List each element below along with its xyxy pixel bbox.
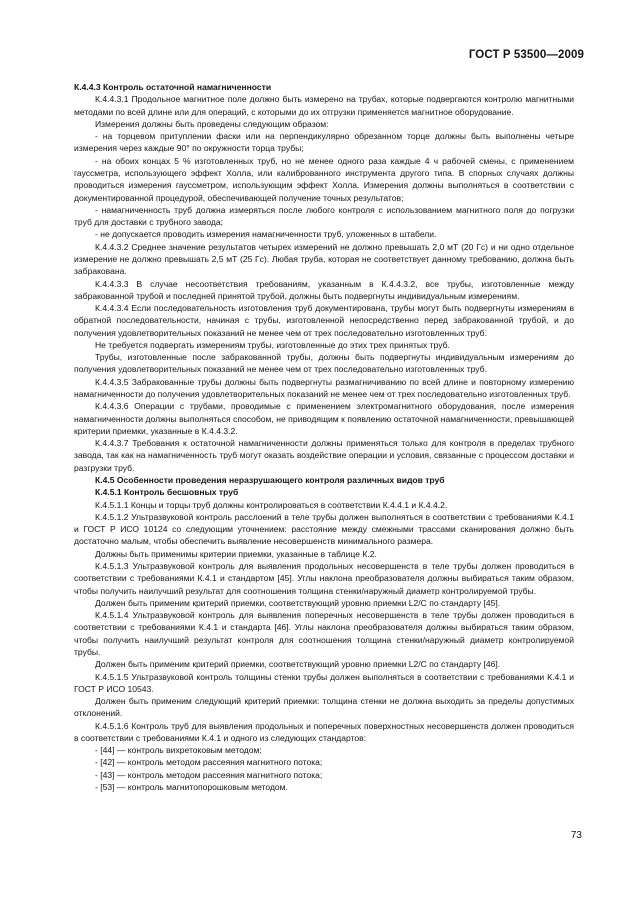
paragraph: Должен быть применим критерий приемки, соответствующий уровню приемки L2/C по стандарту [45]. — [95, 597, 501, 608]
paragraph: К.4.4.3.2 Среднее значение результатов четырех измерений не должно превышать 2,0 мТ (20 Гс) и ни одно отдельное измерение не должно превышать 2,5 мТ (25 Гс). Любая труба, которая не соответствует данному требованию, должна быть забракована. — [74, 241, 574, 277]
paragraph: - на обоих концах 5 % изготовленных труб, но не менее одного раза каждые 4 ч рабочей смены, с применением гауссметра, использующего эффект Холла, или калиброванного инструмента другого типа. В спорных случаях должны проводиться измерения гауссметром, использующим эффект Холла. Измерения должны выполняться в соответствии с документированной процедурой, обеспечивающей получение точных результатов; — [74, 155, 574, 203]
paragraph: Должен быть применим следующий критерий приемки: толщина стенки не должна выходить за пределы допустимых отклонений. — [74, 696, 574, 719]
paragraph: Должны быть применимы критерии приемки, указанные в таблице К.2. — [95, 548, 377, 559]
section-heading: К.4.5.1 Контроль бесшовных труб — [95, 487, 239, 498]
paragraph: К.4.4.3.5 Забракованные трубы должны быть подвергнуты размагничиванию по всей длине и повторному измерению намагниченности до получения удовлетворительных показаний не менее чем от трех последовательно изготовленных труб. — [74, 376, 574, 400]
paragraph: Трубы, изготовленные после забракованной трубы, должны быть подвергнуты индивидуальным измерениям до получения удовлетворительных показаний не менее чем от трех последовательно изготовленных труб. — [74, 352, 574, 375]
paragraph: К.4.5.1.4 Ультразвуковой контроль для выявления поперечных несовершенств в теле трубы должен проводиться в соответствии с требованиями К.4.1 и стандарта [46]. Углы наклона преобразователя должны выбираться таким образом, чтобы получить наилучший результат контроля для соотношения толщина стенки/наружный диаметр контролируемой трубы. — [74, 610, 574, 657]
document-header: ГОСТ Р 53500—2009 — [468, 49, 584, 61]
paragraph: К.4.5.1.3 Ультразвуковой контроль для выявления продольных несовершенств в теле трубы должен проводиться в соответствии с требованиями К.4.1 и стандартом [45]. Углы наклона преобразователя должны выбираться таким образом, чтобы получить наилучший результат для соотношения толщина стенки/наружный диаметр контролируемой трубы. — [74, 560, 574, 596]
document-body — [74, 81, 574, 793]
paragraph: К.4.4.3.6 Операции с трубами, проводимые с применением электромагнитного оборудования, после измерения намагниченности должны выполняться способом, не приводящим к появлению остаточной намагниченности, превышающей критерии приемки, указанные в К.4.4.3.2. — [74, 401, 574, 436]
section-heading: К.4.4.3 Контроль остаточной намагниченности — [74, 82, 272, 92]
paragraph: Должен быть применим критерий приемки, соответствующий уровню приемки L2/C по стандарту [46]. — [95, 659, 501, 670]
page-number: 73 — [570, 830, 582, 841]
paragraph: К.4.5.1.6 Контроль труб для выявления продольных и поперечных поверхностных несовершенств должен проводиться в соответствии с требованиями К.4.1 и одного из следующих стандартов: — [74, 720, 574, 743]
paragraph: К.4.4.3.4 Если последовательность изготовления труб документирована, трубы могут быть подвергнуты измерениям в обратной последовательности, начиная с трубы, изготовленной непосредственно перед забракованной трубой, и до получения удовлетворительных показаний не менее чем от трех последовательно изготовленных труб. — [74, 303, 574, 338]
list-item: - [44] — контроль вихретоковым методом; — [95, 745, 262, 756]
paragraph: Не требуется подвергать измерениям трубы, изготовленные до этих трех принятых труб. — [95, 339, 450, 350]
list-item: - [43] — контроль методом рассеяния магнитного потока; — [95, 769, 323, 780]
paragraph: Измерения должны быть проведены следующим образом: — [95, 118, 329, 129]
paragraph: - на торцевом притуплении фаски или на перпендикулярно обрезанном торце должны быть выполнены четыре измерения через каждые 90° по окружности торца трубы; — [74, 131, 574, 154]
list-item: - [42] — контроль методом рассеяния магнитного потока; — [95, 757, 323, 768]
paragraph: К.4.4.3.1 Продольное магнитное поле должно быть измерено на трубах, которые подвергаются контролю магнитными методами по всей длине или для операций, с которыми до их отгрузки применяется магнитное оборудование. — [74, 94, 574, 117]
paragraph: К.4.4.3.7 Требования к остаточной намагниченности должны применяться только для контроля в пределах трубного завода, так как на намагниченность труб могут оказать воздействие операции и условия, связанные с процессом доставки и разгрузки труб. — [74, 438, 574, 473]
paragraph: К.4.5.1.5 Ультразвуковой контроль толщины стенки трубы должен выполняться в соответствии с требованиями К.4.1 и ГОСТ Р ИСО 10543. — [74, 671, 574, 694]
paragraph: К.4.5.1.1 Концы и торцы труб должны контролироваться в соответствии К.4.4.1 и К.4.4.2. — [95, 499, 448, 510]
paragraph: - намагниченность труб должна измеряться после любого контроля с использованием магнитного поля до погрузки труб для доставки с трубного завода; — [74, 204, 574, 228]
paragraph: К.4.4.3.3 В случае несоответствия требованиям, указанным в К.4.4.3.2, все трубы, изготовленные между забракованной трубой и последней принятой трубой, должны быть подвергнуты индивидуальным измерениям. — [74, 278, 574, 301]
section-heading: К.4.5 Особенности проведения неразрушающего контроля различных видов труб — [95, 475, 445, 485]
paragraph: К.4.5.1.2 Ультразвуковой контроль расслоений в теле трубы должен выполняться в соответствии с требованиями К.4.1 и ГОСТ Р ИСО 10124 со следующим уточнением: расстояние между смежными трассами сканирования должно быть достаточно малым, чтобы обеспечить выявление несовершенств минимального размера. — [74, 511, 574, 547]
paragraph: - не допускается проводить измерения намагниченности труб, уложенных в штабели. — [95, 229, 437, 240]
list-item: - [53] — контроль магнитопорошковым методом. — [95, 782, 288, 793]
